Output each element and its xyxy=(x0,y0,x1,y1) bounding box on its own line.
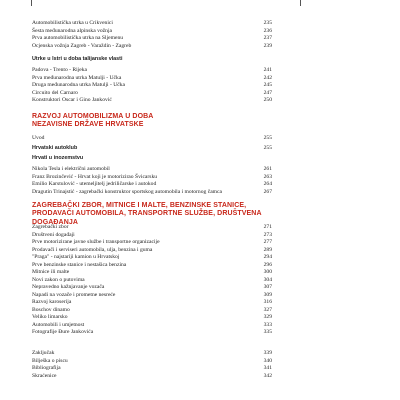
toc-entry[interactable]: Prva automobilistička utrka na Sljemenu 237 xyxy=(32,35,272,41)
toc-entry[interactable]: Skraćenice 342 xyxy=(32,372,272,379)
toc-entry[interactable]: Nikola Tesla i električni automobil 261 xyxy=(32,166,272,172)
toc-entry[interactable]: Boschov dinamo 327 xyxy=(32,306,272,313)
toc-entry[interactable]: Ocjenska vožnja Zagreb - Varaždin - Zagreb 239 xyxy=(32,42,272,49)
toc-entry[interactable]: Hrvatski autoklub 255 xyxy=(32,144,272,151)
toc-entry[interactable]: Konstruktori Oscar i Gino Janković 250 xyxy=(32,97,272,103)
crop-mark xyxy=(31,0,32,6)
toc-entry[interactable]: Circuito del Carnaro 247 xyxy=(32,89,272,96)
toc-entry[interactable]: Emilio Karstulović - utemeljitelj jedriličarske i autokod 264 xyxy=(32,181,272,187)
toc-entry[interactable]: Dragutin Trinajstić - zagrebački konstruktor sportskog automobila i motornog čamca 267 xyxy=(32,188,272,195)
toc-subheading: Utrke u Istri u doba talijanske vlasti xyxy=(32,55,123,62)
toc-entry[interactable]: Automobilistička utrka u Crikvenici 235 xyxy=(32,20,272,26)
toc-entry[interactable]: Nepravedno kažnjavanje vozača 307 xyxy=(32,284,272,290)
section-heading-line: NEZAVISNE DRŽAVE HRVATSKE xyxy=(32,121,144,129)
toc-entry[interactable]: Napadi na vozače i prometne nesreće 309 xyxy=(32,291,272,298)
toc-entry[interactable]: Prodavači i serviseri automobila, ulja, benzina i guma 289 xyxy=(32,246,272,253)
toc-subheading: Hrvati u inozemstvu xyxy=(32,154,84,161)
toc-entry[interactable]: Prve motorizirane javne službe i transportne organizacije 277 xyxy=(32,239,272,245)
toc-entry[interactable]: Mitnice ili malte 300 xyxy=(32,269,272,275)
section-heading-line: PRODAVAČI AUTOMOBILA, TRANSPORTNE SLUŽBE, DRUŠTVENA DOGAĐANJA xyxy=(32,210,262,226)
toc-entry[interactable]: Uvod 255 xyxy=(32,135,272,141)
toc-entry[interactable]: Razvoj karoserija 316 xyxy=(32,299,272,305)
toc-entry[interactable]: Druga međunarodna utrka Matulji - Učka 245 xyxy=(32,82,272,88)
toc-entry[interactable]: Automobili i umjetnost 333 xyxy=(32,321,272,328)
toc-entry[interactable]: Zaključak 339 xyxy=(32,350,272,356)
crop-mark xyxy=(300,0,301,6)
section-heading-line: ZAGREBAČKI ZBOR, MITNICE I MALTE, BENZINSKE STANICE, xyxy=(32,202,247,209)
toc-entry[interactable]: Prve benzinske stanice i nestašica benzina 296 xyxy=(32,261,272,268)
toc-entry[interactable]: Padova - Trento - Rijeka 241 xyxy=(32,67,272,73)
toc-entry[interactable]: Novi zakon o putovima 304 xyxy=(32,276,272,283)
toc-entry[interactable]: Zagrebački zbor 271 xyxy=(32,224,272,230)
toc-entry[interactable]: Franz Brozinčević - Hrvat koji je motorizirao Švicarsku 263 xyxy=(32,173,272,180)
toc-entry[interactable]: Fotografije Đure Jankovića 335 xyxy=(32,329,272,335)
toc-entry[interactable]: Bilješka o piscu 340 xyxy=(32,357,272,364)
toc-entry[interactable]: Veliko limarsko 329 xyxy=(32,314,272,320)
toc-entry[interactable]: "Praga" - najstariji kamion u Hrvatskoj 294 xyxy=(32,254,272,260)
section-heading-line: RAZVOJ AUTOMOBILIZMA U DOBA xyxy=(32,113,154,120)
section-heading[interactable] xyxy=(32,113,292,130)
toc-entry[interactable]: Šesta međunarodna alpinska vožnja 236 xyxy=(32,27,272,34)
toc-entry[interactable]: Bibliografija 341 xyxy=(32,365,272,371)
toc-entry[interactable]: Prva međunarodna utrka Matulji - Učka 242 xyxy=(32,74,272,81)
toc-entry[interactable]: Društveni događaji 273 xyxy=(32,231,272,238)
